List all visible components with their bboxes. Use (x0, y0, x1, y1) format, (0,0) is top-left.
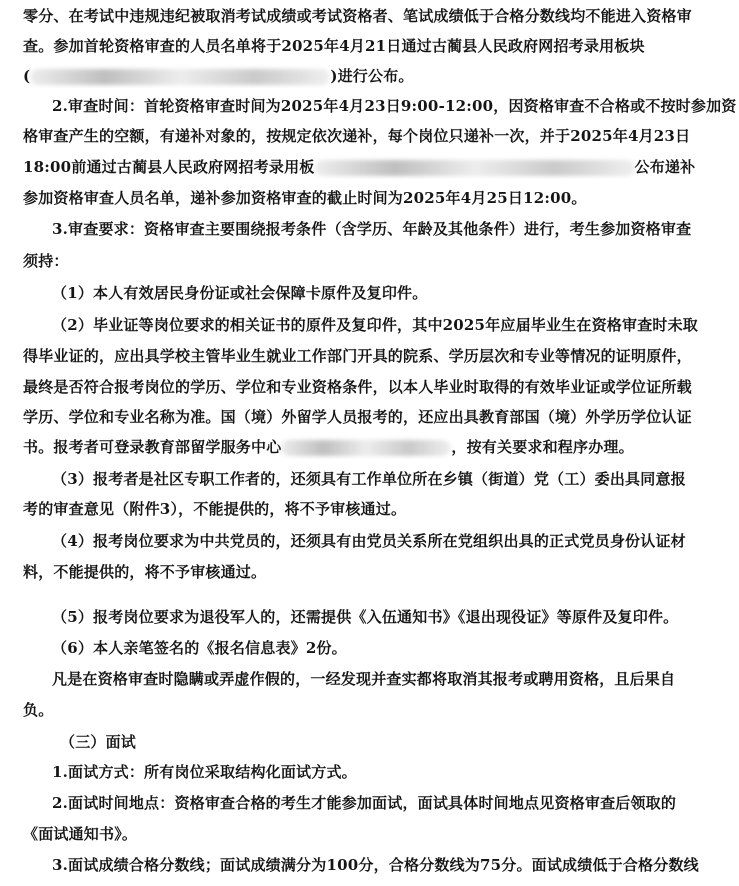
text-span: （1）本人有效居民身份证或社会保障卡原件及复印件。 (52, 284, 428, 302)
text-line (0, 497, 739, 521)
text-line (0, 822, 739, 846)
text-span: 零分、在考试中违规违纪被取消考试成绩或考试资格者、笔试成绩低于合格分数线均不能进入资格审 (23, 7, 692, 25)
text-span: 查。参加首轮资格审查的人员名单将于2025年4月21日通过古蔺县人民政府网招考录用板块 (23, 37, 645, 55)
text-span: 料，不能提供的，将不予审核通过。 (23, 563, 267, 581)
text-line (0, 560, 739, 584)
text-line (0, 94, 739, 118)
text-line (0, 605, 739, 629)
text-span: （6）本人亲笔签名的《报名信息表》2份。 (52, 639, 347, 657)
text-span: 2.面试时间地点：资格审查合格的考生才能参加面试，面试具体时间地点见资格审查后领取的 (52, 794, 677, 812)
text-span: 3.面试成绩合格分数线；面试成绩满分为100分，合格分数线为75分。面试成绩低于合格分数线 (52, 856, 699, 874)
redacted-url (30, 69, 330, 85)
text-span: ( (23, 67, 31, 85)
text-span: 书。报考者可登录教育部留学服务中心 (23, 438, 282, 456)
text-span: ，按有关要求和程序办理。 (451, 438, 634, 456)
text-line (0, 34, 739, 58)
text-span: （2）毕业证等岗位要求的相关证书的原件及复印件，其中2025年应届毕业生在资格审查时未取 (52, 316, 698, 334)
redacted-url (315, 160, 635, 176)
text-span: 考的审查意见（附件3），不能提供的，将不予审核通过。 (23, 500, 407, 518)
text-span: （三）面试 (60, 733, 137, 751)
redacted-url (281, 440, 451, 456)
text-line (0, 853, 739, 877)
text-span: 2.审查时间：首轮资格审查时间为2025年4月23日9:00-12:00，因资格审查不合格或不按时参加资 (52, 97, 737, 115)
text-span: 得毕业证的，应出具学校主管毕业生就业工作部门开具的院系、学历层次和专业等情况的证明原件， (23, 347, 692, 365)
text-span: 学历、学位和专业名称为准。国（境）外留学人员报考的，还应出具教育部国（境）外学历学位认证 (23, 408, 692, 426)
text-span: （3）报考者是社区专职工作者的，还须具有工作单位所在乡镇（街道）党（工）委出具同意报 (52, 470, 686, 488)
text-span: 格审查产生的空额，有递补对象的，按规定依次递补，每个岗位只递补一次，并于2025年4月23日 (23, 127, 691, 145)
text-span: 须持： (23, 252, 69, 270)
text-span: 凡是在资格审查时隐瞒或弄虚作假的，一经发现并查实都将取消其报考或聘用资格，且后果自 (52, 670, 676, 688)
text-span: 《面试通知书》。 (23, 825, 138, 843)
text-span: （5）报考岗位要求为退役军人的，还需提供《入伍通知书》《退出现役证》等原件及复印件。 (52, 608, 679, 626)
text-span: 参加资格审查人员名单，递补参加资格审查的截止时间为2025年4月25日12:00。 (23, 189, 587, 207)
text-line (0, 124, 739, 148)
text-line (0, 667, 739, 691)
text-line (0, 217, 739, 241)
text-span: （4）报考岗位要求为中共党员的，还须具有由党员关系所在党组织出具的正式党员身份认证材 (52, 532, 686, 550)
text-line (0, 186, 739, 210)
text-span: 18:00前通过古蔺县人民政府网招考录用板 (23, 158, 315, 176)
text-line (0, 313, 739, 337)
text-line (0, 529, 739, 553)
text-line (0, 698, 739, 722)
text-span: 3.审查要求：资格审查主要围绕报考条件（含学历、年龄及其他条件）进行，考生参加资格审查 (52, 220, 692, 238)
text-span: )进行公布。 (330, 67, 414, 85)
text-line (0, 249, 739, 273)
text-span: 负。 (23, 701, 54, 719)
text-line (0, 435, 739, 459)
text-span: 1.面试方式：所有岗位采取结构化面试方式。 (52, 763, 357, 781)
text-line (0, 467, 739, 491)
text-line (0, 791, 739, 815)
text-line (0, 344, 739, 368)
text-span: 公布递补 (634, 158, 696, 176)
text-span: 最终是否符合报考岗位的学历、学位和专业资格条件，以本人毕业时取得的有效毕业证或学位证所载 (23, 378, 692, 396)
text-line (0, 155, 739, 179)
text-line (0, 64, 739, 88)
text-line (0, 760, 739, 784)
text-line (0, 4, 739, 28)
section-heading (0, 730, 739, 754)
text-line (0, 281, 739, 305)
text-line (0, 375, 739, 399)
text-line (0, 636, 739, 660)
text-line (0, 405, 739, 429)
